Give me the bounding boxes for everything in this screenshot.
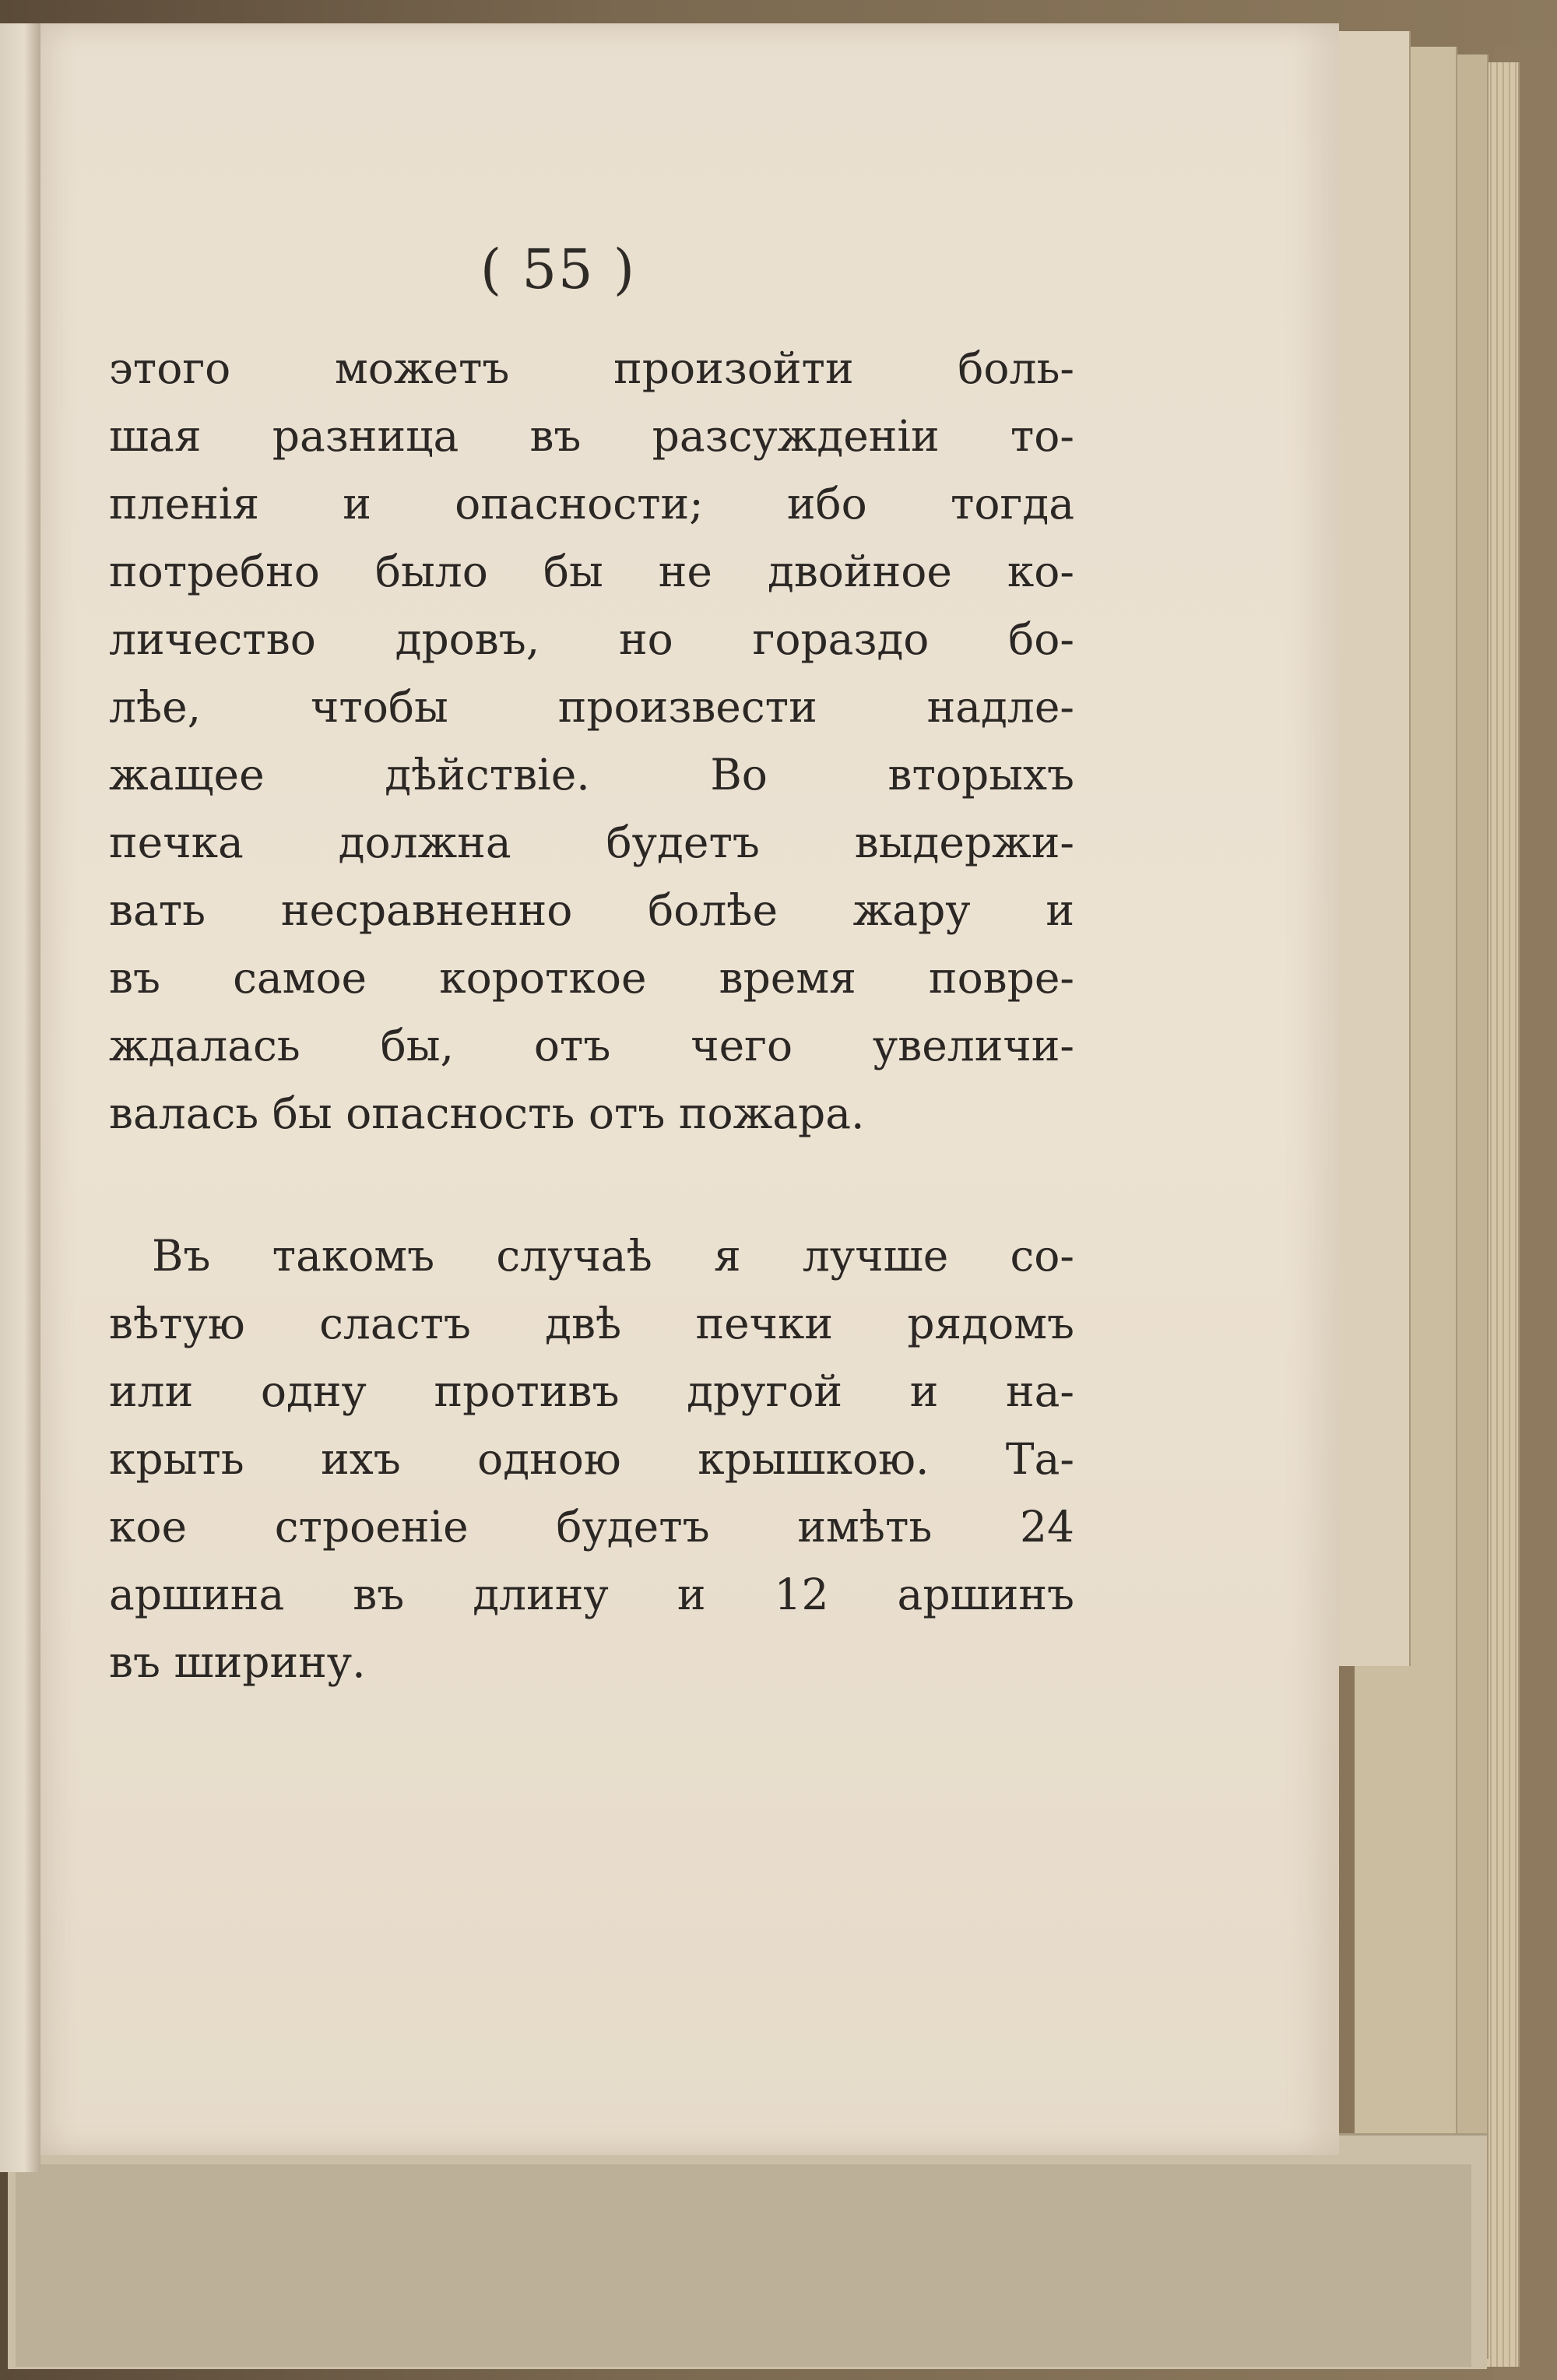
text-line: личество дровъ, но гораздо бо- bbox=[109, 614, 1074, 664]
bottom-page-stack bbox=[16, 2164, 1471, 2367]
text-line: аршина въ длину и 12 аршинъ bbox=[109, 1570, 1074, 1619]
text-line: ждалась бы, отъ чего увеличи- bbox=[109, 1021, 1074, 1070]
text-line: потребно было бы не двойное ко- bbox=[109, 547, 1074, 596]
text-line: лѣе, чтобы произвести надле- bbox=[109, 682, 1074, 732]
text-line: крыть ихъ одною крышкою. Та- bbox=[109, 1434, 1074, 1484]
paragraph-2 bbox=[109, 1222, 1074, 1696]
text-line: кое строеніе будетъ имѣть 24 bbox=[109, 1502, 1074, 1552]
book-page bbox=[40, 23, 1339, 2155]
text-line: печка должна будетъ выдержи- bbox=[109, 817, 1074, 867]
paragraph-1 bbox=[109, 335, 1074, 1148]
facing-page-sliver bbox=[0, 23, 40, 2172]
text-line: или одну противъ другой и на- bbox=[109, 1366, 1074, 1416]
text-line: жащее дѣйствіе. Во вторыхъ bbox=[109, 750, 1074, 800]
text-line: вѣтую сластъ двѣ печки рядомъ bbox=[109, 1299, 1074, 1348]
text-line: Въ такомъ случаѣ я лучше со- bbox=[152, 1231, 1074, 1281]
text-line: въ самое короткое время повре- bbox=[109, 953, 1074, 1003]
text-line: шая разница въ разсужденіи то- bbox=[109, 411, 1074, 461]
text-line: пленія и опасности; ибо тогда bbox=[109, 479, 1074, 529]
page-number: ( 55 ) bbox=[480, 237, 637, 301]
text-line: вать несравненно болѣе жару и bbox=[109, 885, 1074, 935]
text-line: въ ширину. bbox=[109, 1637, 366, 1687]
text-line: этого можетъ произойти боль- bbox=[109, 343, 1074, 393]
text-line: валась бы опасность отъ пожара. bbox=[109, 1088, 865, 1138]
